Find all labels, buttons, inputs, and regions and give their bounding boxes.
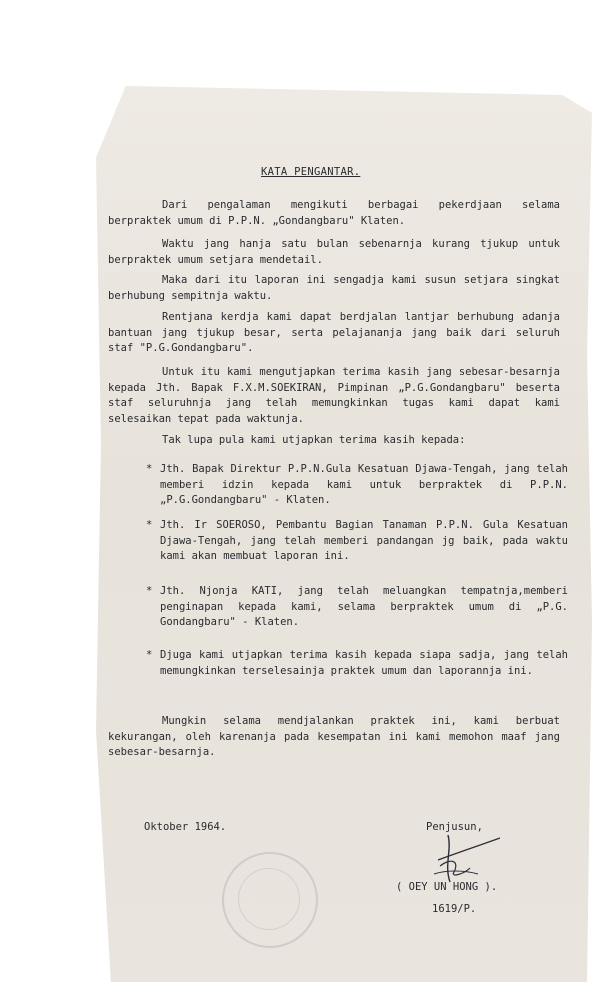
paragraph-5: Untuk itu kami mengutjapkan terima kasih jang sebesar-besarnja kepada Jth. Bapak F.X.M.SOEKIRAN, Pimpinan „P.G.Gondangbaru" beserta staf seluruhnja jang telah memungkinkan tugas kami dapat kami selesaikan tepat pada waktunja. [108,366,560,425]
bullet-text: Jth. Bapak Direktur P.P.N.Gula Kesatuan Djawa-Tengah, jang telah memberi idzin kepada kami untuk berpraktek di P.P.N. „P.G.Gondangbaru" - Klaten. [160,463,568,506]
bullet-marker: * [146,585,153,597]
author-id: 1619/P. [432,903,477,915]
author-name: ( OEY UN HONG ). [396,881,498,893]
bullet-text: Jth. Ir SOEROSO, Pembantu Bagian Tanaman P.P.N. Gula Kesatuan Djawa-Tengah, jang telah memberi pandangan jg baik, pada waktu kami akan membuat laporan ini. [160,519,568,562]
closing-paragraph: Mungkin selama mendjalankan praktek ini, kami berbuat kekurangan, oleh karenanja pada kesempatan ini kami memohon maaf jang sebesar-besarnja. [108,715,560,758]
bullet-text: Jth. Njonja KATI, jang telah meluangkan tempatnja,memberi penginapan kepada kami, selama berpraktek umum di „P.G. Gondangbaru" - Klaten. [160,585,568,628]
paragraph-2: Waktu jang hanja satu bulan sebenarnja kurang tjukup untuk berpraktek umum setjara mendetail. [108,238,560,266]
bullet-item-3 [146,584,568,631]
bullet-item-2 [146,518,568,565]
bullet-marker: * [146,519,153,531]
official-stamp [222,852,318,948]
page-title: KATA PENGANTAR. [261,166,361,178]
bullet-item-1 [146,462,568,509]
paragraph-6: Tak lupa pula kami utjapkan terima kasih kepada: [162,434,466,446]
bullet-item-4 [146,648,568,679]
bullet-marker: * [146,463,153,475]
signoff-text: Penjusun, [426,821,483,833]
date-text: Oktober 1964. [144,821,227,833]
bullet-text: Djuga kami utjapkan terima kasih kepada siapa sadja, jang telah memungkinkan terselesainja praktek umum dan laporannja ini. [160,649,568,677]
paragraph-3: Maka dari itu laporan ini sengadja kami susun setjara singkat berhubung sempitnja waktu. [108,274,560,302]
bullet-marker: * [146,649,153,661]
paragraph-4: Rentjana kerdja kami dapat berdjalan lantjar berhubung adanja bantuan jang tjukup besar, serta pelajananja jang baik dari seluruh staf "P.G.Gondangbaru". [108,311,560,354]
paragraph-1: Dari pengalaman mengikuti berbagai pekerdjaan selama berpraktek umum di P.P.N. „Gondangbaru" Klaten. [108,199,560,227]
